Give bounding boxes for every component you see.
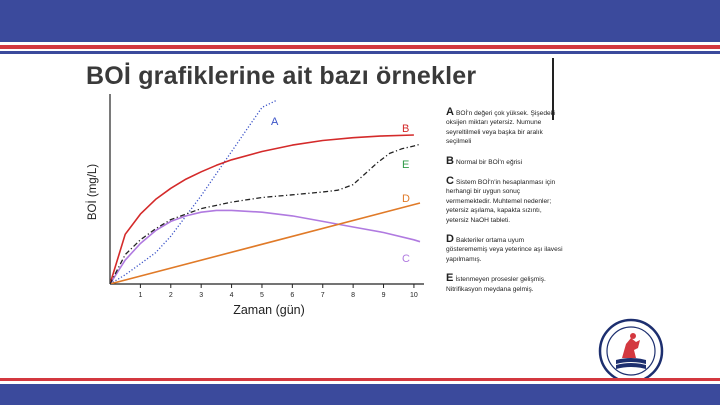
x-tick-label: 3	[199, 292, 204, 299]
series-label-c: C	[402, 253, 410, 265]
series-line-d	[110, 203, 420, 284]
slide-title: BOİ grafiklerine ait bazı örnekler	[86, 62, 477, 90]
series-line-c	[110, 210, 420, 284]
note-letter: C	[446, 175, 454, 188]
note-b	[446, 154, 566, 167]
note-letter: E	[446, 272, 454, 285]
top-band	[0, 0, 720, 42]
x-tick-label: 5	[260, 292, 264, 299]
bottom-band	[0, 384, 720, 405]
series-label-d: D	[402, 193, 410, 205]
x-tick-label: 4	[229, 292, 234, 299]
x-tick-label: 2	[168, 292, 173, 299]
note-text: Normal bir BOİ'n eğrisi	[455, 158, 523, 166]
note-text: Bakteriler ortama uyum gösterememiş veya yeterince aşı ilavesi yapılmamış.	[446, 237, 563, 263]
note-e	[446, 274, 566, 294]
x-axis-label: Zaman (gün)	[233, 303, 305, 317]
series-label-e: E	[402, 159, 410, 171]
note-text: BOİ'n değeri çok yüksek. Şişedeki oksijen miktarı yetersiz. Numune seyreltilmeli veya başka bir aralık seçilmeli	[446, 110, 556, 146]
bod-chart	[80, 88, 440, 323]
series-label-b: B	[402, 123, 410, 135]
note-text: İstenmeyen prosesler gelişmiş. Nitrifikasyon meydana gelmiş.	[446, 276, 546, 293]
x-tick-label: 6	[290, 292, 295, 299]
x-tick-label: 10	[410, 292, 418, 299]
note-letter: D	[446, 233, 454, 246]
series-line-e	[110, 144, 420, 284]
x-tick-label: 9	[381, 292, 386, 299]
header-stripe-blue	[0, 51, 720, 54]
notes-panel	[446, 108, 566, 304]
series-line-a	[110, 100, 277, 284]
note-letter: B	[446, 154, 454, 167]
x-tick-label: 1	[138, 292, 143, 299]
series-label-a: A	[271, 116, 279, 128]
y-axis-label: BOİ (mg/L)	[87, 163, 99, 221]
series-line-b	[110, 135, 414, 284]
note-a	[446, 108, 566, 147]
note-c	[446, 177, 566, 225]
x-tick-label: 8	[351, 292, 356, 299]
university-logo	[598, 318, 664, 384]
note-text: Sistem BOİ'n'in hesaplanması için herhangi bir uygun sonuç vermemektedir. Muhtemel nedenler; yetersiz aşılama, kapakta sızıntı, yetersiz NaOH tableti.	[446, 179, 556, 224]
note-d	[446, 235, 566, 264]
x-tick-label: 7	[320, 292, 325, 299]
note-letter: A	[446, 106, 454, 118]
